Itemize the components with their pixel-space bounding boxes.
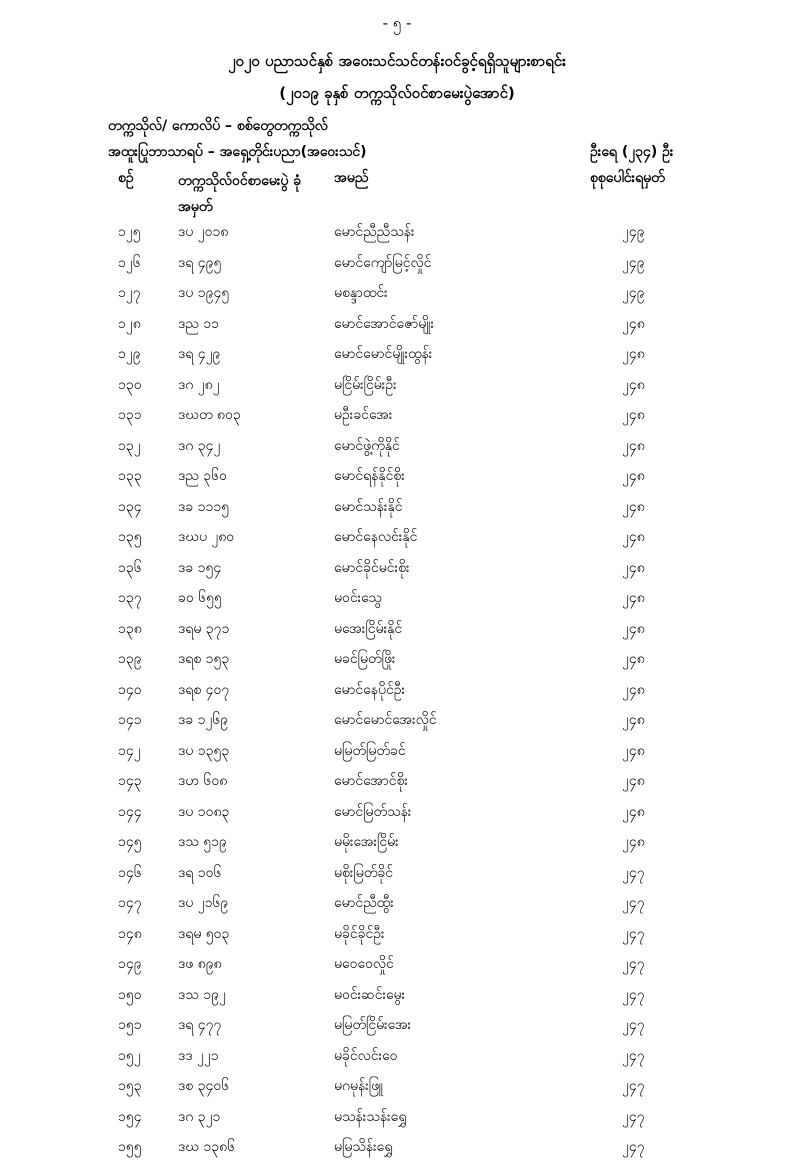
roll-number: ဒရစ ၄၀၇: [178, 681, 230, 698]
roll-number: ဒရ ၄၉၅: [178, 254, 222, 271]
total-marks: ၂၄၇: [622, 1078, 645, 1094]
roll-number: ဒခ ၁၂၆၉: [178, 712, 229, 728]
row-number: ၁၄၅: [118, 834, 142, 850]
table-row: [0, 859, 794, 890]
column-header-no: စဉ်: [118, 170, 134, 186]
table-row: [0, 1072, 794, 1103]
row-number: ၁၂၅: [118, 224, 141, 240]
student-name: မဂမုန်းဖြူ: [334, 1078, 384, 1094]
total-marks: ၂၄၉: [622, 224, 645, 240]
row-number: ၁၂၇: [118, 285, 141, 301]
roll-number: ဒဒ ၂၂၁: [178, 1047, 219, 1064]
roll-number: ဒဂ ၃၂၁: [178, 1108, 221, 1125]
roll-number: ဒပ ၁၉၄၅: [178, 285, 230, 301]
student-name: မဝင်းသွေ: [334, 590, 382, 606]
total-marks: ၂၄၇: [622, 1108, 645, 1125]
table-row: [0, 432, 794, 463]
total-marks: ၂၄၈: [622, 407, 645, 423]
roll-number: ဒရမ ၅၀၃: [178, 925, 230, 942]
total-marks: ၂၄၈: [622, 712, 645, 728]
row-number: ၁၃၃: [118, 468, 142, 484]
row-number: ၁၃၂: [118, 437, 141, 454]
roll-number: ဒခ ၁၅၄: [178, 559, 222, 576]
table-row: [0, 615, 794, 646]
table-row: [0, 218, 794, 249]
total-marks: ၂၄၈: [622, 803, 645, 820]
total-marks: ၂၄၈: [622, 773, 645, 789]
table-row: [0, 493, 794, 524]
student-name: မမြတ်မြတ်ခင်: [334, 742, 406, 759]
roll-number: ဒပ ၂၁၆၉: [178, 895, 229, 911]
row-number: ၁၄၀: [118, 681, 142, 698]
table-row: [0, 584, 794, 615]
table-row: [0, 371, 794, 402]
table-row: [0, 249, 794, 280]
total-marks: ၂၄၇: [622, 1017, 645, 1033]
table-row: [0, 1011, 794, 1042]
total-marks: ၂၄၈: [622, 559, 645, 576]
table-row: [0, 706, 794, 737]
table-row: [0, 340, 794, 371]
roll-number: ဒဂ ၃၄၂: [178, 437, 221, 454]
student-name: မမြသိန်းရွှေ: [334, 1139, 393, 1155]
major-line: အထူးပြုဘာသာရပ် – အရှေ့တိုင်းပညာ(အဝေးသင်): [108, 144, 367, 160]
roll-number: ဒည ၃၆၀: [178, 468, 227, 484]
student-name: မမိုးအေးငြိမ်း: [334, 834, 399, 850]
roll-number: ဒခ ၁၁၁၅: [178, 498, 230, 515]
roll-number: ဒဟ ၆၀၈: [178, 773, 228, 789]
student-name: မောင်မောင်မျိုးထွန်း: [334, 346, 433, 362]
roll-number: ဒစ ၃၄၀၆: [178, 1078, 230, 1094]
total-marks: ၂၄၈: [622, 437, 645, 454]
total-marks: ၂၄၇: [622, 864, 645, 881]
roll-number: ဒသ ၅၁၉: [178, 834, 227, 850]
table-row: [0, 1133, 794, 1164]
total-marks: ၂၄၇: [622, 925, 645, 942]
student-name: မောင်ရန်နိုင်စိုး: [334, 468, 405, 484]
total-marks: ၂၄၈: [622, 834, 645, 850]
total-marks: ၂၄၈: [622, 376, 645, 393]
roll-number: ဒရ ၁၀၆: [178, 864, 222, 881]
roll-number: ဒဃပ ၂၈၀: [178, 529, 235, 545]
university-line: တက္ကသိုလ်/ ကောလိပ် – စစ်တွေတက္ကသိုလ်: [108, 118, 328, 134]
student-name: မောင်မြတ်သန်း: [334, 803, 412, 820]
student-name: မအေးငြိမ်းနိုင်: [334, 620, 403, 637]
student-name: မငြိမ်းငြိမ်းဦး: [334, 376, 397, 393]
row-number: ၁၃၆: [118, 559, 142, 576]
total-marks: ၂၄၈: [622, 742, 645, 759]
row-number: ၁၄၆: [118, 864, 142, 881]
row-number: ၁၃၇: [118, 590, 142, 606]
total-marks: ၂၄၈: [622, 498, 645, 515]
student-name: မောင်မောင်အေးလှိုင်: [334, 712, 437, 728]
document-subtitle: (၂၀၁၉ ခုနှစ် တက္ကသိုလ်ဝင်စာမေးပွဲအောင်): [279, 84, 515, 102]
student-name: မခိုင်ခိုင်ဦး: [334, 925, 385, 942]
total-marks: ၂၄၈: [622, 590, 645, 606]
total-marks: ၂၄၉: [622, 285, 645, 301]
roll-number: ဒပ ၁၀၈၃: [178, 803, 230, 820]
table-row: [0, 645, 794, 676]
student-name: မောင်ဖွဲ့ကိုနိုင်: [334, 437, 400, 454]
results-table: [0, 218, 794, 1164]
table-row: [0, 554, 794, 585]
row-number: ၁၃၄: [118, 498, 142, 515]
roll-number: ဒဃတ ၈၀၃: [178, 407, 241, 423]
total-marks: ၂၄၈: [622, 529, 645, 545]
row-number: ၁၅၁: [118, 1017, 142, 1033]
row-number: ၁၄၉: [118, 956, 142, 972]
roll-number: ဒရစ ၁၅၃: [178, 651, 230, 667]
column-header-name: အမည်: [334, 170, 369, 186]
student-name: မဝင်းဆင်းမွေး: [334, 986, 406, 1003]
roll-number: ဒရမ ၃၇၁: [178, 620, 230, 637]
student-name: မစန္ဒာထင်း: [334, 285, 388, 301]
roll-number: ဒပ ၁၃၅၃: [178, 742, 230, 759]
roll-number: ဒရ ၄၂၉: [178, 346, 221, 362]
student-name: မောင်နေလင်းနိုင်: [334, 529, 418, 545]
row-number: ၁၂၉: [118, 346, 141, 362]
row-number: ၁၅၀: [118, 986, 142, 1003]
roll-number: ဒဖ ၈၉၈: [178, 956, 222, 972]
table-row: [0, 737, 794, 768]
student-name: မမြတ်ငြိမ်းအေး: [334, 1017, 412, 1033]
total-marks: ၂၄၈: [622, 620, 645, 637]
row-number: ၁၃၈: [118, 620, 142, 637]
total-count: ဦးရေ (၂၃၄) ဦး: [590, 144, 674, 160]
roll-number: ဒည ၁၁: [178, 315, 220, 332]
roll-number: ဒဃ ၁၃၈၆: [178, 1139, 236, 1155]
row-number: ၁၅၂: [118, 1047, 141, 1064]
table-row: [0, 889, 794, 920]
student-name: မခိုင်လင်းဝေ: [334, 1047, 398, 1064]
table-row: [0, 310, 794, 341]
row-number: ၁၃၅: [118, 529, 142, 545]
table-row: [0, 981, 794, 1012]
student-name: မောင်ကျော်မြင့်လှိုင်: [334, 254, 432, 271]
row-number: ၁၂၆: [118, 254, 141, 271]
total-marks: ၂၄၇: [622, 1139, 645, 1155]
total-marks: ၂၄၈: [622, 651, 645, 667]
student-name: မောင်ညီညီသန်း: [334, 224, 415, 240]
row-number: ၁၃၁: [118, 407, 142, 423]
student-name: မဝေဝေလှိုင်: [334, 956, 394, 972]
total-marks: ၂၄၉: [622, 254, 645, 271]
student-name: မောင်သန်းနိုင်: [334, 498, 403, 515]
roll-number: ဒပ ၂၀၁၈: [178, 224, 229, 240]
table-row: [0, 828, 794, 859]
row-number: ၁၅၅: [118, 1139, 142, 1155]
table-row: [0, 798, 794, 829]
total-marks: ၂၄၇: [622, 956, 645, 972]
row-number: ၁၅၄: [118, 1108, 142, 1125]
student-name: မောင်ခိုင်မင်းစိုး: [334, 559, 410, 576]
roll-number: ဒသ ၁၉၂: [178, 986, 226, 1003]
total-marks: ၂၄၇: [622, 895, 645, 911]
table-row: [0, 920, 794, 951]
row-number: ၁၄၁: [118, 712, 142, 728]
student-name: မောင်အောင်စိုး: [334, 773, 408, 789]
roll-number: ဒရ ၄၇၇: [178, 1017, 222, 1033]
table-row: [0, 1103, 794, 1134]
row-number: ၁၂၈: [118, 315, 141, 332]
table-row: [0, 401, 794, 432]
student-name: မဦးခင်အေး: [334, 407, 393, 423]
student-name: မခင်မြတ်ဖြိုး: [334, 651, 396, 667]
table-row: [0, 523, 794, 554]
student-name: မောင်နေပိုင်ဦး: [334, 681, 406, 698]
column-header-marks: စုစုပေါင်းရမှတ်: [590, 170, 665, 186]
row-number: ၁၃၉: [118, 651, 142, 667]
total-marks: ၂၄၇: [622, 1047, 645, 1064]
student-name: မောင်ညီထွီး: [334, 895, 394, 911]
total-marks: ၂၄၈: [622, 315, 645, 332]
total-marks: ၂၄၈: [622, 468, 645, 484]
total-marks: ၂၄၈: [622, 346, 645, 362]
row-number: ၁၄၇: [118, 895, 142, 911]
student-name: မစိုးမြတ်ခိုင်: [334, 864, 394, 881]
table-row: [0, 462, 794, 493]
table-row: [0, 676, 794, 707]
table-row: [0, 1042, 794, 1073]
page-number: - ၅ -: [382, 14, 412, 32]
total-marks: ၂၄၈: [622, 681, 645, 698]
row-number: ၁၃၀: [118, 376, 142, 393]
document-title: ၂၀၂၀ ပညာသင်နှစ် အဝေးသင်သင်တန်းဝင်ခွင့်ရရှိသူများစာရင်း: [228, 52, 566, 70]
table-row: [0, 950, 794, 981]
row-number: ၁၄၈: [118, 925, 142, 942]
table-row: [0, 767, 794, 798]
row-number: ၁၄၃: [118, 773, 142, 789]
table-row: [0, 279, 794, 310]
row-number: ၁၄၂: [118, 742, 141, 759]
roll-number: ခ၀ ၆၅၅: [178, 590, 222, 606]
roll-number: ဒဂ ၂၈၂: [178, 376, 220, 393]
column-header-roll: တက္ကသိုလ်ဝင်စာမေးပွဲ ခုံအမှတ်: [178, 173, 302, 215]
student-name: မောင်အောင်ဇော်မျိုး: [334, 315, 435, 332]
row-number: ၁၅၃: [118, 1078, 142, 1094]
row-number: ၁၄၄: [118, 803, 142, 820]
total-marks: ၂၄၇: [622, 986, 645, 1003]
student-name: မသန်းသန်းရွှေ: [334, 1108, 407, 1125]
